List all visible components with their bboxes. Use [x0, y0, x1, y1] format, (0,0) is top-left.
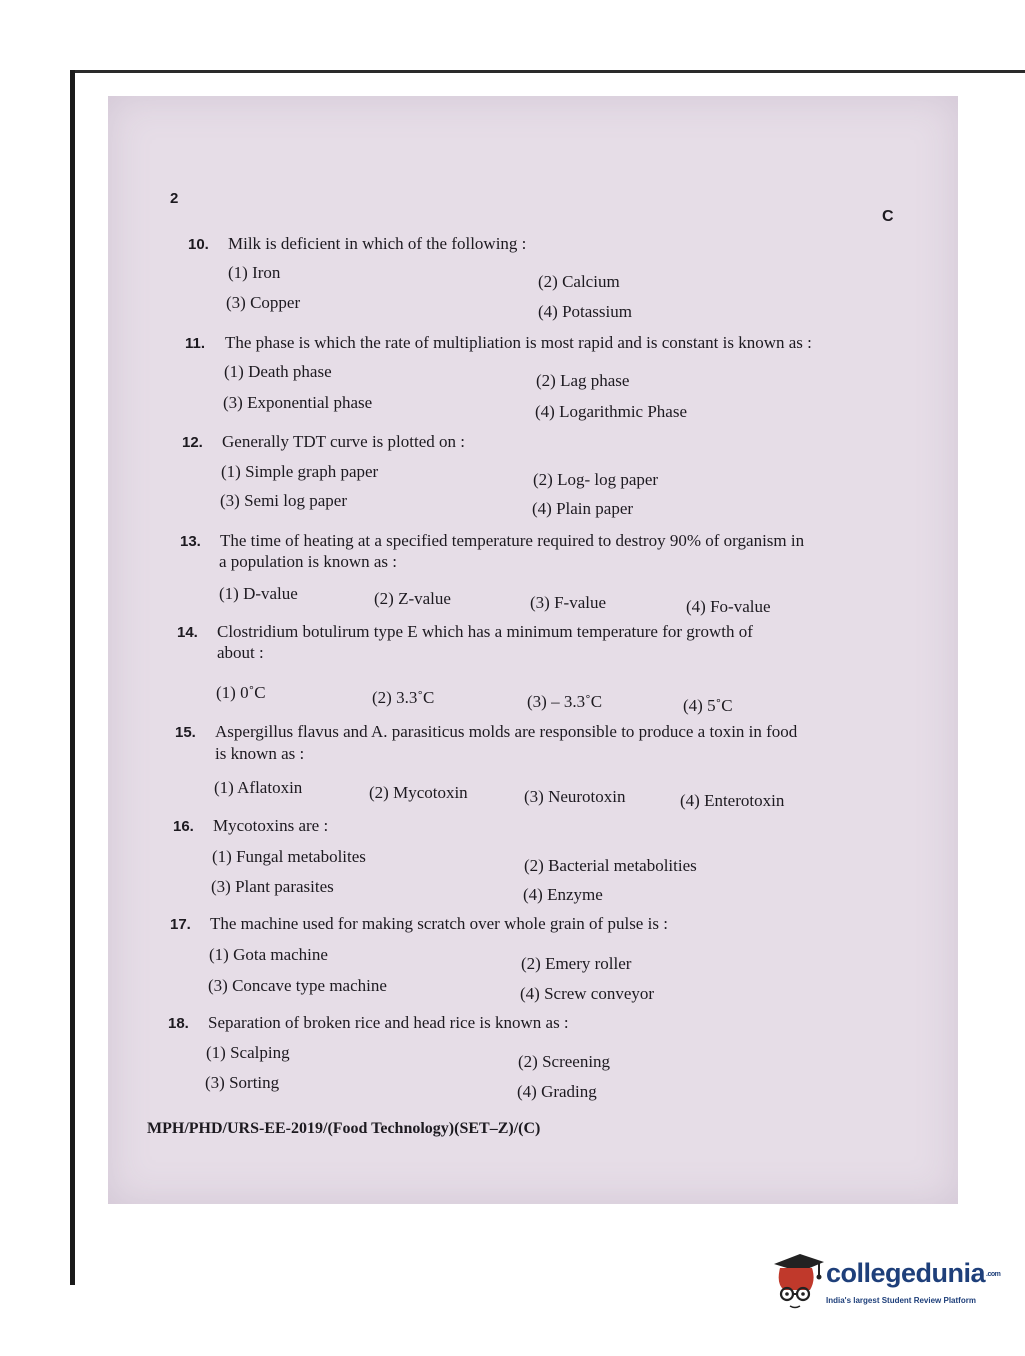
option-2: (2) Log- log paper	[533, 470, 659, 489]
option-1: (1) Gota machine	[209, 945, 328, 964]
option-4: (4) Potassium	[538, 302, 632, 321]
collegedunia-logo	[770, 1250, 1001, 1315]
question-text: Generally TDT curve is plotted on :	[222, 432, 465, 451]
option-2: (2) Z-value	[374, 589, 451, 608]
logo-tagline: India's largest Student Review Platform	[826, 1296, 976, 1305]
question-number: 17.	[170, 916, 191, 933]
option-4: (4) Fo-value	[686, 597, 771, 616]
question-17	[170, 914, 668, 935]
graduate-mascot-icon	[770, 1250, 826, 1310]
option-2: (2) Bacterial metabolities	[524, 856, 697, 875]
option-3: (3) Semi log paper	[220, 491, 347, 510]
option-4: (4) Enterotoxin	[680, 791, 785, 810]
option-4: (4) Enzyme	[523, 885, 603, 904]
question-10	[188, 234, 526, 255]
question-text: Milk is deficient in which of the following :	[228, 234, 527, 253]
set-letter: C	[882, 208, 894, 225]
option-1: (1) Scalping	[206, 1043, 290, 1062]
question-18	[168, 1013, 569, 1034]
option-1: (1) D-value	[219, 584, 298, 603]
paper-code-footer: MPH/PHD/URS-EE-2019/(Food Technology)(SET–Z)/(C)	[147, 1120, 541, 1137]
question-12	[182, 432, 465, 453]
question-13-continued: a population is known as :	[219, 552, 398, 571]
option-2: (2) 3.3˚C	[372, 688, 435, 707]
question-13	[180, 531, 804, 552]
question-number: 18.	[168, 1015, 189, 1032]
option-2: (2) Emery roller	[521, 954, 632, 973]
option-3: (3) Neurotoxin	[524, 787, 626, 806]
page-number: 2	[170, 190, 179, 207]
question-text: Mycotoxins are :	[213, 816, 329, 835]
question-text: The machine used for making scratch over whole grain of pulse is :	[210, 914, 668, 933]
question-15-continued: is known as :	[215, 744, 305, 763]
option-2: (2) Lag phase	[536, 371, 630, 390]
question-14-continued: about :	[217, 643, 264, 662]
option-3: (3) Plant parasites	[211, 877, 334, 896]
option-2: (2) Calcium	[538, 272, 620, 291]
option-3: (3) Exponential phase	[223, 393, 373, 412]
option-4: (4) 5˚C	[683, 696, 733, 715]
question-number: 11.	[185, 335, 206, 352]
option-1: (1) Iron	[228, 263, 281, 282]
option-3: (3) Copper	[226, 293, 301, 312]
option-3: (3) Concave type machine	[208, 976, 387, 995]
option-1: (1) Aflatoxin	[214, 778, 303, 797]
question-number: 13.	[180, 533, 201, 550]
question-number: 10.	[188, 236, 209, 253]
question-text: Clostridium botulirum type E which has a minimum temperature for growth of	[217, 622, 753, 641]
logo-wordmark: collegedunia.com	[826, 1258, 1001, 1288]
question-14	[177, 622, 753, 643]
option-2: (2) Screening	[518, 1052, 611, 1071]
question-text: Aspergillus flavus and A. parasiticus molds are responsible to produce a toxin in food	[215, 722, 798, 741]
question-number: 12.	[182, 434, 203, 451]
option-2: (2) Mycotoxin	[369, 783, 468, 802]
question-15	[175, 722, 797, 743]
scan-left-edge	[70, 70, 75, 1285]
question-text: Separation of broken rice and head rice is known as :	[208, 1013, 569, 1032]
option-3: (3) F-value	[530, 593, 607, 612]
question-number: 15.	[175, 724, 196, 741]
option-1: (1) Simple graph paper	[221, 462, 379, 481]
question-number: 14.	[177, 624, 198, 641]
option-4: (4) Plain paper	[532, 499, 634, 518]
option-1: (1) Fungal metabolites	[212, 847, 366, 866]
option-4: (4) Grading	[517, 1082, 597, 1101]
question-text: The time of heating at a specified temperature required to destroy 90% of organism in	[220, 531, 805, 550]
question-11	[185, 333, 812, 354]
option-1: (1) 0˚C	[216, 683, 266, 702]
option-3: (3) – 3.3˚C	[527, 692, 603, 711]
option-1: (1) Death phase	[224, 362, 332, 381]
scan-top-edge	[72, 70, 1025, 73]
option-4: (4) Logarithmic Phase	[535, 402, 688, 421]
question-number: 16.	[173, 818, 194, 835]
question-16	[173, 816, 328, 837]
question-text: The phase is which the rate of multipliation is most rapid and is constant is known as :	[225, 333, 812, 352]
option-3: (3) Sorting	[205, 1073, 280, 1092]
option-4: (4) Screw conveyor	[520, 984, 655, 1003]
